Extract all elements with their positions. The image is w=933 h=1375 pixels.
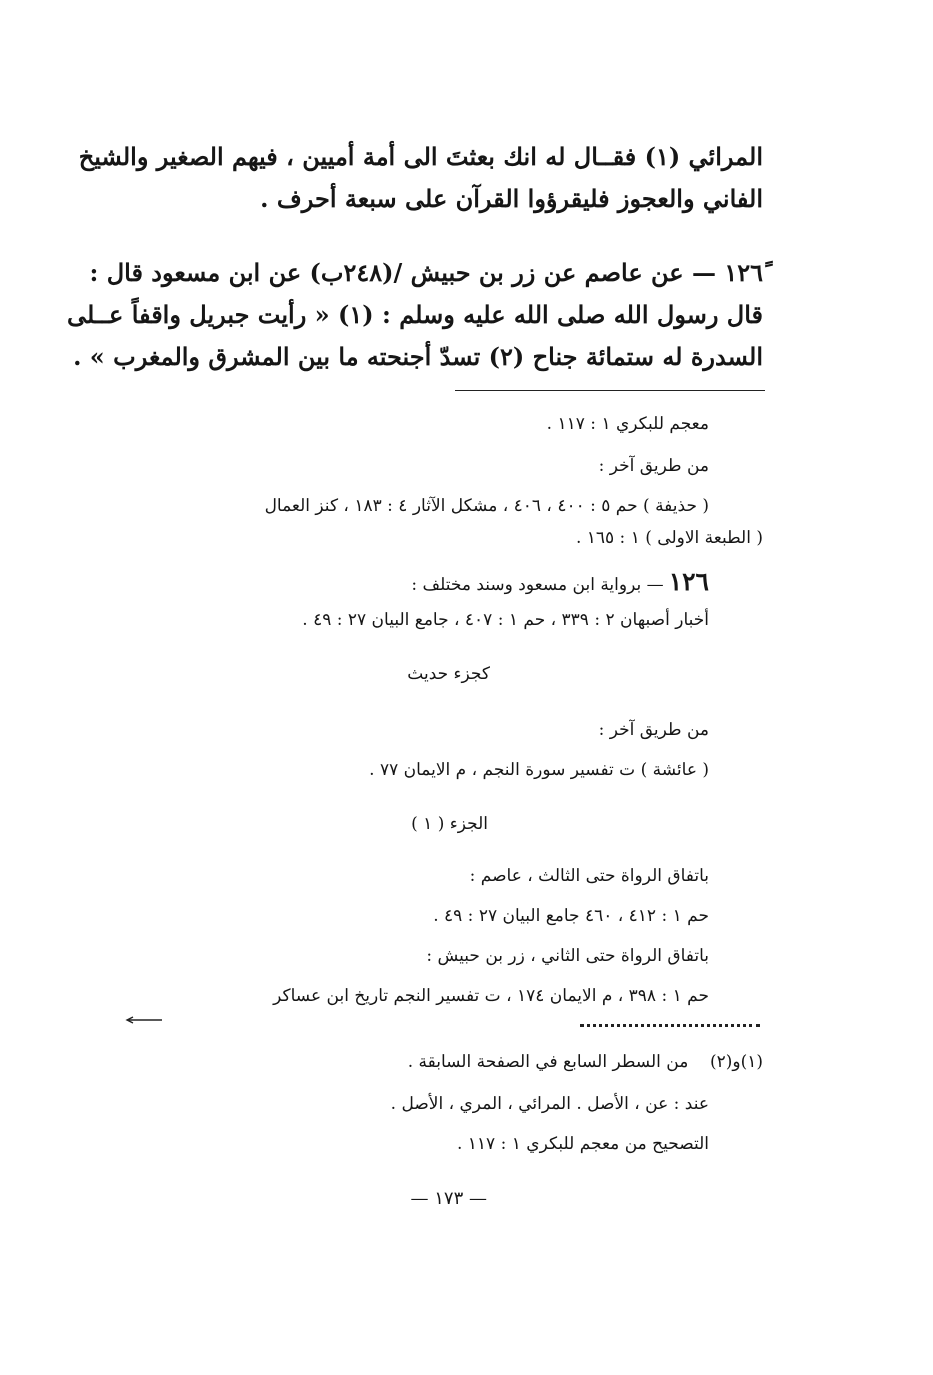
- body-para2-line1: ١٢٦ً — عن عاصم عن زر بن حبيش /(٢٤٨ب) عن ابن مسعود قال :: [89, 258, 763, 287]
- footnote-marker: (١)و(٢): [709, 1052, 763, 1072]
- entry-text: — برواية ابن مسعود وسند مختلف :: [411, 575, 664, 595]
- body-para2-line3: السدرة له ستمائة جناح (٢) تسدّ أجنحته ما بين المشرق والمغرب » .: [73, 342, 763, 371]
- entry-number: ١٢٦: [668, 567, 709, 596]
- note-line-3: ( حذيفة ) حم ٥ : ٤٠٠ ، ٤٠٦ ، مشكل الآثار ٤ : ١٨٣ ، كنز العمال: [264, 496, 709, 516]
- note-line-1: معجم للبكري ١ : ١١٧ .: [546, 414, 709, 434]
- notes-separator: [455, 390, 765, 391]
- body-para1-line2: الفاني والعجوز فليقرؤوا القرآن على سبعة أحرف .: [260, 184, 763, 213]
- other-route-label: من طريق آخر :: [598, 720, 709, 740]
- ref-line-2: حم ١ : ٣٩٨ ، م الايمان ١٧٤ ، ت تفسير النجم تاريخ ابن عساكر: [273, 986, 709, 1006]
- entry-126-line: [411, 567, 709, 596]
- agree-third-line: باتفاق الرواة حتى الثالث ، عاصم :: [469, 866, 709, 886]
- page-number: — ١٧٣ —: [410, 1188, 487, 1209]
- body-para2-line2: قال رسول الله صلى الله عليه وسلم : (١) « رأيت جبريل واقفاً عــلى: [67, 300, 763, 329]
- footnote-line-2: عند : عن ، الأصل . المرائي ، المري ، الأصل .: [390, 1094, 709, 1114]
- part-heading: الجزء ( ١ ): [411, 814, 488, 834]
- section-partial-heading: كجزء حديث: [407, 664, 490, 684]
- body-para1-line1: المرائي (١) فقــال له انك بعثتَ الى أمة أميين ، فيهم الصغير والشيخ: [78, 142, 763, 171]
- footnote-text-1: من السطر السابع في الصفحة السابقة .: [407, 1052, 689, 1072]
- sources-line: أخبار أصبهان ٢ : ٣٣٩ ، حم ١ : ٤٠٧ ، جامع البيان ٢٧ : ٤٩ .: [302, 610, 709, 630]
- footnote-line-1: [408, 1052, 763, 1072]
- agree-second-line: باتفاق الرواة حتى الثاني ، زر بن حبيش :: [426, 946, 709, 966]
- ref-line-1: حم ١ : ٤١٢ ، ٤٦٠ جامع البيان ٢٧ : ٤٩ .: [433, 906, 709, 926]
- note-line-2: من طريق آخر :: [598, 456, 709, 476]
- footnote-dotted-separator: [580, 1024, 760, 1027]
- aisha-line: ( عائشة ) ت تفسير سورة النجم ، م الايمان ٧٧ .: [369, 760, 709, 780]
- footnote-line-3: التصحيح من معجم للبكري ١ : ١١٧ .: [456, 1134, 709, 1154]
- note-line-4: ( الطبعة الاولى ) ١ : ١٦٥ .: [575, 528, 763, 548]
- continuation-arrow-icon: [124, 1016, 162, 1024]
